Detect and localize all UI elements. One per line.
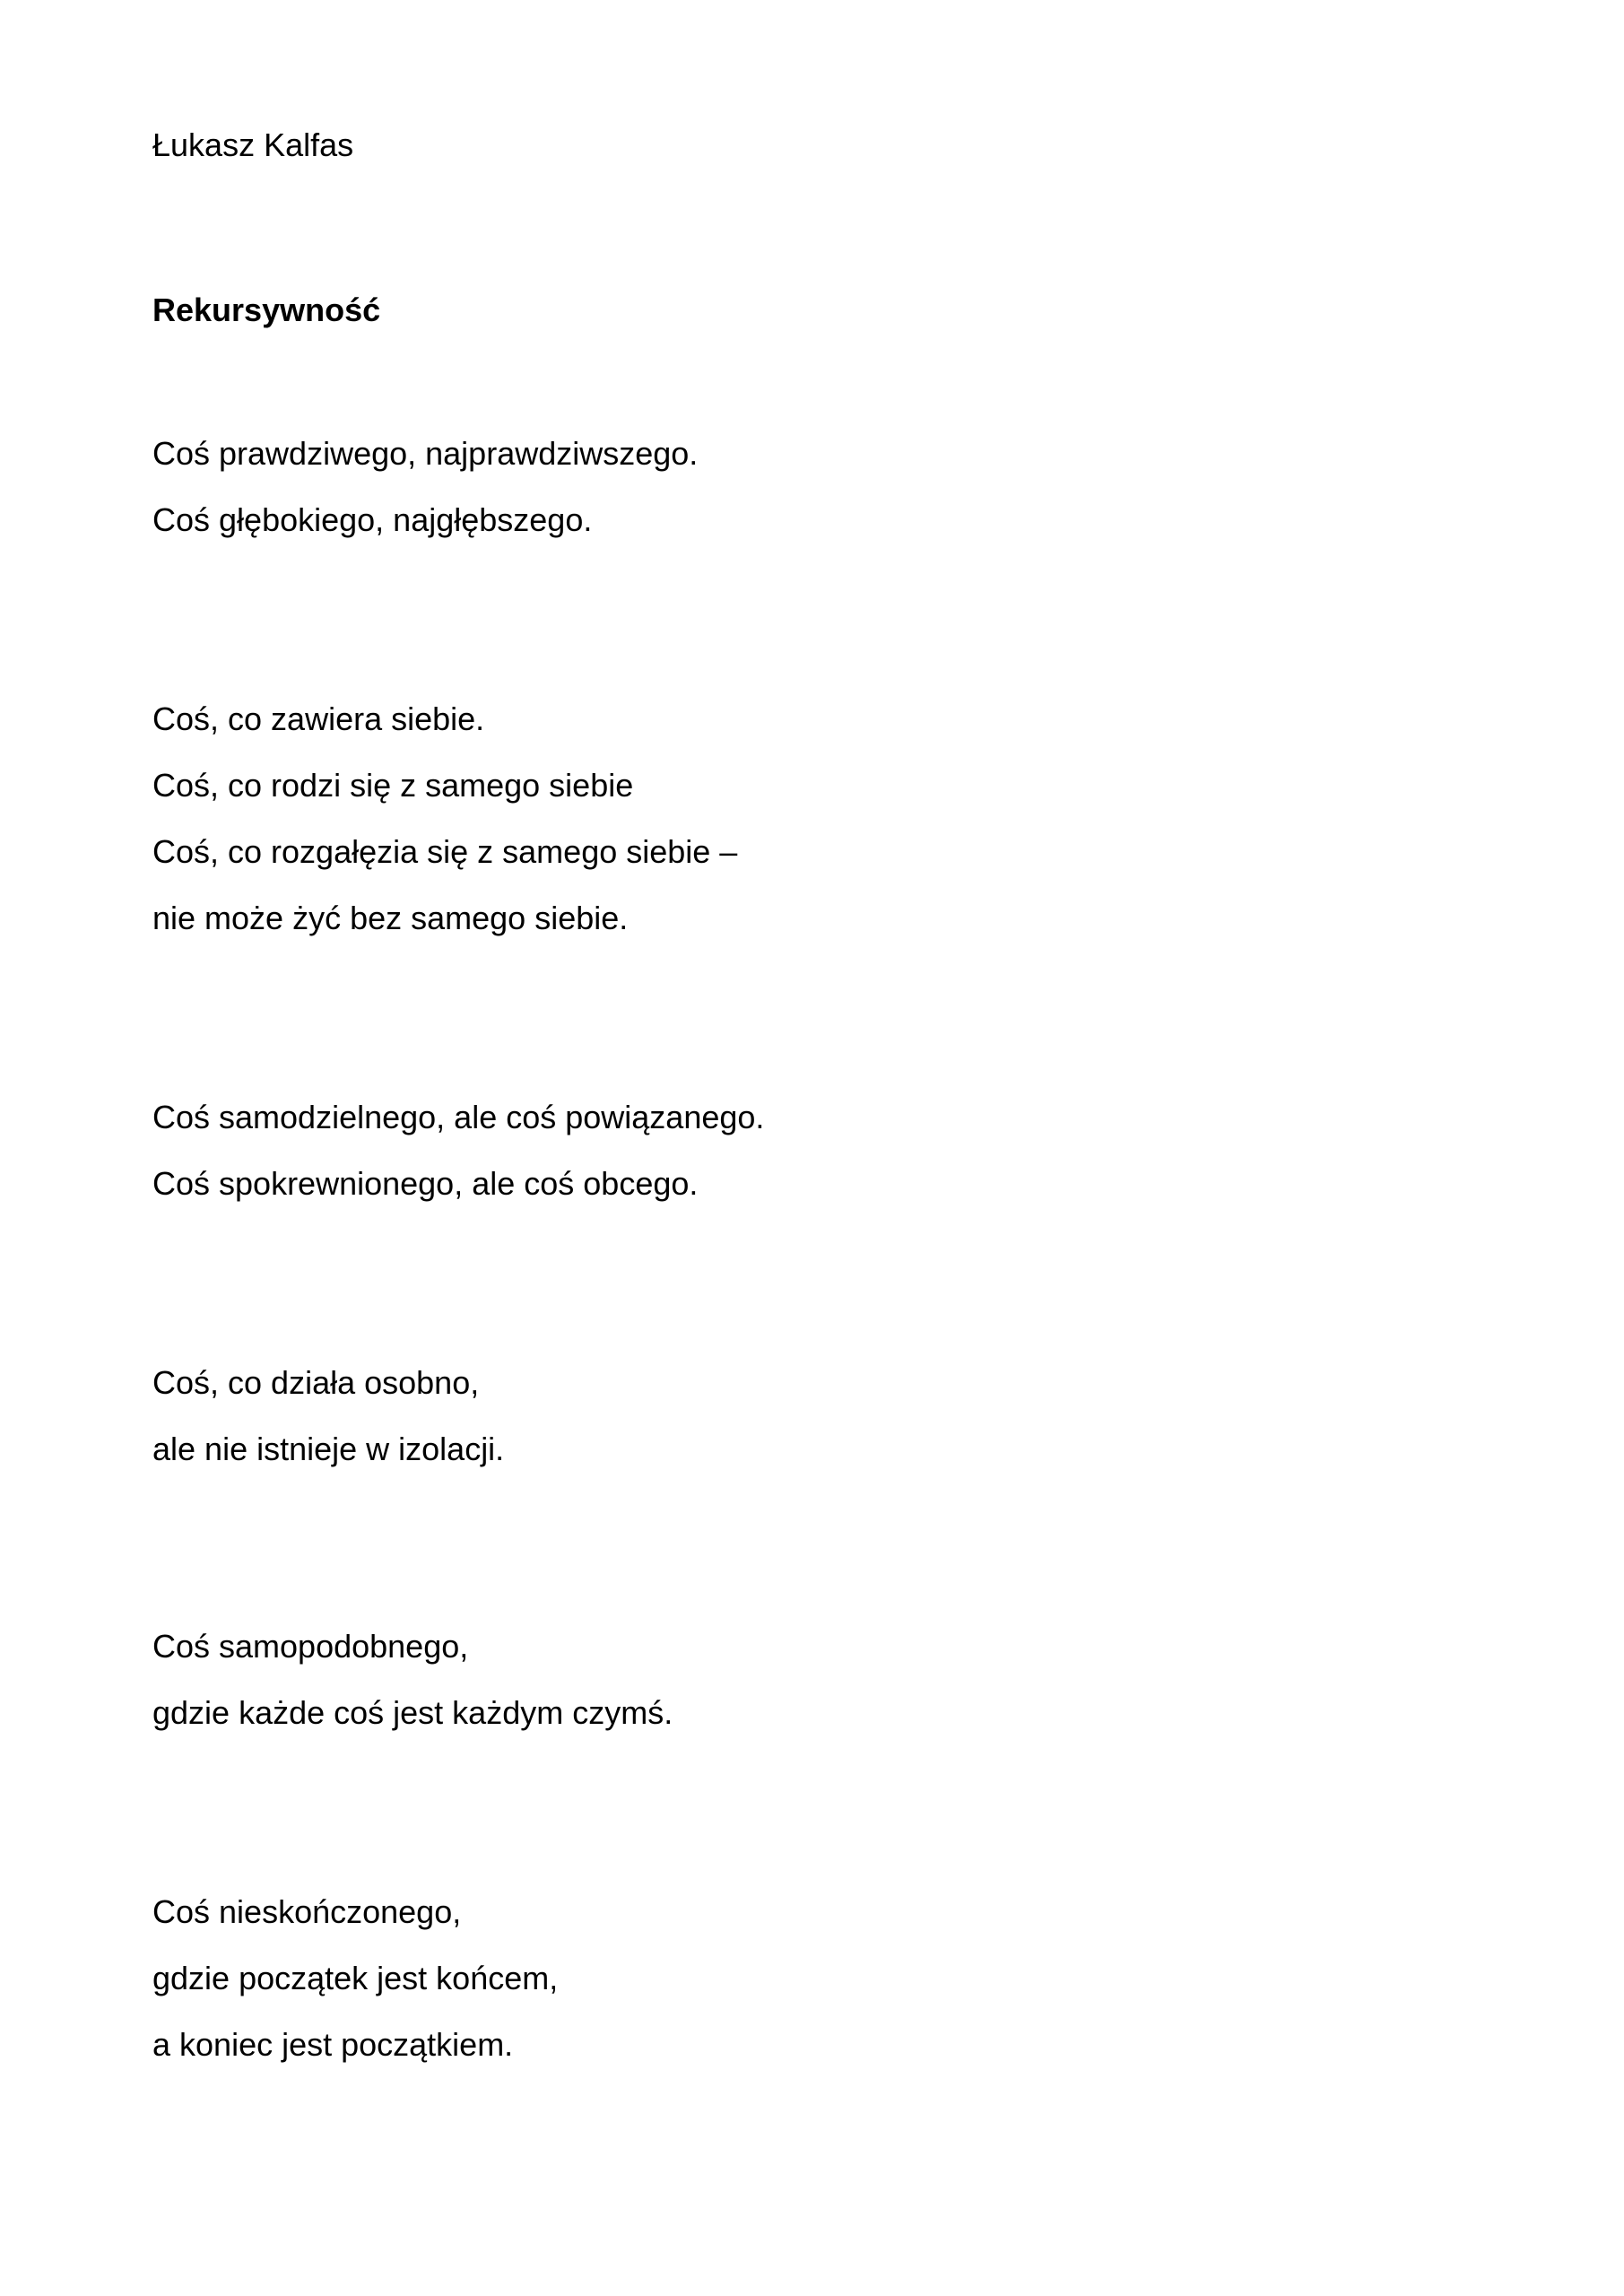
poem-line: Coś, co zawiera siebie. [152,700,485,737]
author-name: Łukasz Kalfas [152,126,354,163]
poem-title: Rekursywność [152,291,381,328]
poem-line: Coś samopodobnego, [152,1628,469,1665]
poem-line: Coś, co rozgałęzia się z samego siebie – [152,833,738,870]
poem-line: Coś prawdziwego, najprawdziwszego. [152,435,699,472]
poem-line: gdzie każde coś jest każdym czymś. [152,1694,673,1731]
poem-line: Coś spokrewnionego, ale coś obcego. [152,1165,699,1202]
poem-line: a koniec jest początkiem. [152,2026,514,2063]
poem-line: Coś, co działa osobno, [152,1364,480,1401]
poem-line: nie może żyć bez samego siebie. [152,900,629,936]
poem-line: Coś samodzielnego, ale coś powiązanego. [152,1099,765,1135]
poem-line: Coś, co rodzi się z samego siebie [152,767,634,804]
poem-line: Coś nieskończonego, [152,1893,462,1930]
poem-line: ale nie istnieje w izolacji. [152,1431,505,1467]
poem-line: Coś głębokiego, najgłębszego. [152,501,593,538]
poem-line: gdzie początek jest końcem, [152,1960,559,1996]
